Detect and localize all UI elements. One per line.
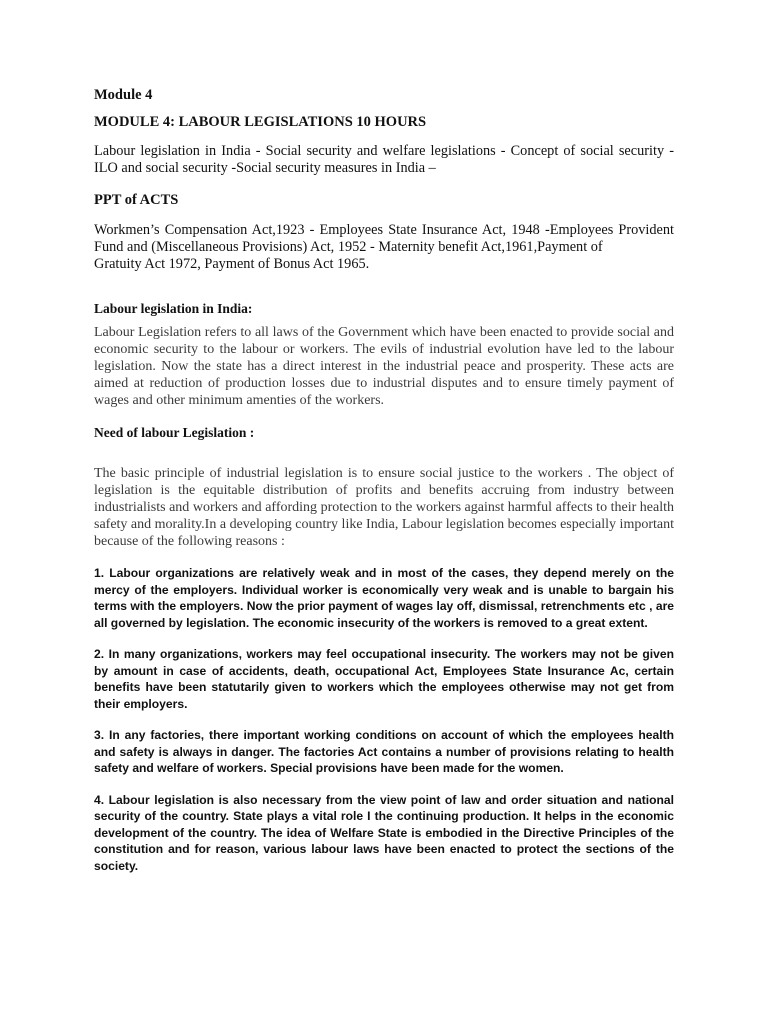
reason-item: 1. Labour organizations are relatively weak and in most of the cases, they depend merely on the mercy of the employers. Individual worker is economically very weak and is unable to bargain his terms with the employers. Now the prior payment of wages lay off, dismissal, retrenchments etc , are all governed by legislation. The economic insecurity of the workers is removed to a great extent.: [94, 566, 674, 630]
reason-item: 3. In any factories, there important working conditions on account of which the employees health and safety is always in danger. The factories Act contains a number of provisions relating to health safety and welfare of workers. Special provisions have been made for the women.: [94, 728, 674, 775]
acts-paragraph-continued: Gratuity Act 1972, Payment of Bonus Act 1965.: [94, 256, 370, 272]
need-heading: Need of labour Legislation :: [94, 425, 255, 440]
reasons-list: [94, 565, 674, 874]
labour-legislation-heading: Labour legislation in India:: [94, 301, 253, 316]
reason-item: 4. Labour legislation is also necessary from the view point of law and order situation and national security of the country. State plays a vital role I the continuing production. It helps in the economic development of the country. The idea of Welfare State is embodied in the Directive Principles of the constitution and for reason, various labour laws have been enacted to protect the sections of the society.: [94, 792, 674, 873]
module-heading: MODULE 4: LABOUR LEGISLATIONS 10 HOURS: [94, 114, 427, 130]
intro-paragraph: Labour legislation in India - Social security and welfare legislations - Concept of social security - ILO and social security -Social security measures in India –: [94, 143, 674, 176]
acts-paragraph: Workmen’s Compensation Act,1923 - Employees State Insurance Act, 1948 -Employees Provident Fund and (Miscellaneous Provisions) Act, 1952 - Maternity benefit Act,1961,Payment of: [94, 222, 674, 255]
need-paragraph: The basic principle of industrial legislation is to ensure social justice to the workers . The object of legislation is the equitable distribution of profits and benefits accruing from industry between industrialists and workers and affording protection to the workers against harmful affects to their health safety and morality.In a developing country like India, Labour legislation becomes especially important because of the following reasons :: [94, 466, 674, 549]
ppt-heading: PPT of ACTS: [94, 192, 179, 208]
labour-legislation-paragraph: Labour Legislation refers to all laws of the Government which have been enacted to provide social and economic security to the labour or workers. The evils of industrial evolution have led to the labour legislation. Now the state has a direct interest in the industrial peace and prosperity. These acts are aimed at reduction of production losses due to industrial disputes and to ensure timely payment of wages and other minimum amenties of the workers.: [94, 325, 674, 408]
reason-item: 2. In many organizations, workers may feel occupational insecurity. The workers may not be given by amount in case of accidents, death, occupational Act, Employees State Insurance Ac, certain benefits have been statutarily given to workers which the employees otherwise may not get from their employers.: [94, 647, 674, 711]
module-label: Module 4: [94, 87, 153, 103]
document-page: [94, 86, 674, 889]
